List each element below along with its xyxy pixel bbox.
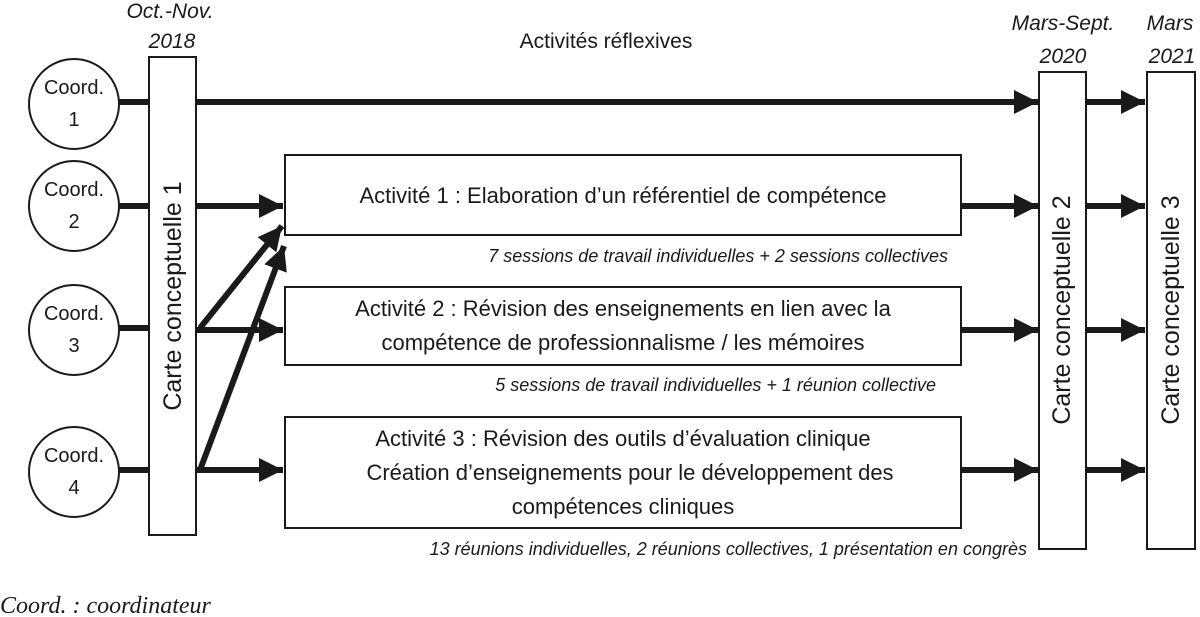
- coordinator-circle-4: [29, 427, 119, 517]
- activity-1-sessions-note: 7 sessions de travail individuelles + 2 sessions collectives: [488, 246, 948, 266]
- activity-3-text-line2: Création d’enseignements pour le développement des: [366, 460, 894, 485]
- activity-2-text-line2: compétence de professionnalisme / les mémoires: [381, 330, 865, 355]
- coordinator-number-3: 3: [68, 335, 80, 357]
- coordinator-circle-2: [29, 161, 119, 251]
- footer-legend: Coord. : coordinateur: [0, 593, 211, 617]
- date-label-2018-line2: 2018: [148, 30, 196, 53]
- coordinator-circle-1: [29, 59, 119, 149]
- coordinator-number-1: 1: [68, 109, 80, 131]
- concept-map-2: [1039, 72, 1086, 549]
- coordinator-label-1: Coord.: [43, 77, 105, 99]
- coordinator-node-2: [29, 161, 119, 251]
- coordinator-number-2: 2: [68, 211, 80, 233]
- coordinator-node-4: [29, 427, 119, 517]
- activity-2-sessions-note: 5 sessions de travail individuelles + 1 réunion collective: [495, 375, 936, 395]
- activity-2-text-line1: Activité 2 : Révision des enseignements en lien avec la: [355, 296, 891, 321]
- date-label-2020-line1: Mars-Sept.: [1011, 12, 1115, 35]
- coordinator-connectors: [119, 102, 149, 470]
- activity-3-sessions-note: 13 réunions individuelles, 2 réunions collectives, 1 présentation en congrès: [429, 539, 1027, 559]
- diagram-title: Activités réflexives: [519, 30, 693, 53]
- coordinator-node-3: [29, 285, 119, 375]
- date-label-2021-line1: Mars: [1146, 12, 1194, 35]
- coordinator-number-4: 4: [68, 477, 80, 499]
- coordinator-circle-3: [29, 285, 119, 375]
- coordinator-node-1: [29, 59, 119, 149]
- coordinator-circles: [29, 59, 119, 517]
- concept-map-3: [1147, 72, 1195, 549]
- header: [126, 0, 1195, 68]
- concept-map-3-label: Carte conceptuelle 3: [1157, 195, 1185, 425]
- concept-map-1: [149, 57, 196, 535]
- concept-map-2-label: Carte conceptuelle 2: [1048, 195, 1076, 425]
- activity-3-text-line1: Activité 3 : Révision des outils d’évaluation clinique: [375, 426, 871, 451]
- activity-3-text-line3: compétences cliniques: [511, 494, 735, 519]
- date-label-2020-line2: 2020: [1039, 45, 1087, 68]
- coordinator-label-2: Coord.: [43, 179, 105, 201]
- concept-map-1-label: Carte conceptuelle 1: [159, 181, 187, 411]
- activity-1-text-line1: Activité 1 : Elaboration d’un référentiel de compétence: [359, 183, 887, 208]
- date-label-2021-line2: 2021: [1148, 45, 1196, 68]
- activity-1: [285, 155, 961, 266]
- coordinator-label-3: Coord.: [43, 303, 105, 325]
- activity-3: [285, 417, 1027, 559]
- activity-2: [285, 287, 961, 395]
- date-label-2018-line1: Oct.-Nov.: [126, 0, 214, 23]
- coordinator-label-4: Coord.: [43, 445, 105, 467]
